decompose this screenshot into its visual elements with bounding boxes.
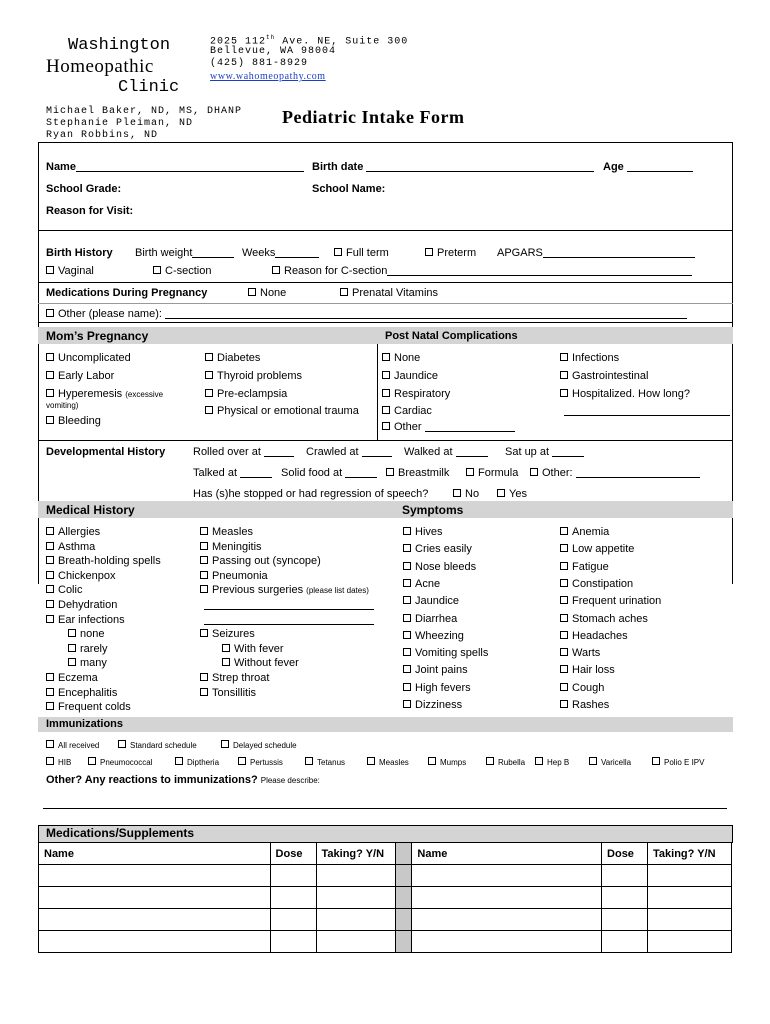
vaccine-option-checkbox[interactable] bbox=[589, 757, 597, 765]
table-cell[interactable] bbox=[270, 865, 316, 887]
mp-diabetes[interactable]: Diabetes bbox=[205, 352, 260, 364]
symptom-item[interactable]: Constipation bbox=[560, 578, 633, 590]
pn-other-checkbox[interactable] bbox=[382, 422, 390, 430]
mh-item-checkbox[interactable] bbox=[46, 673, 54, 681]
pn-hospitalized-checkbox[interactable] bbox=[560, 389, 568, 397]
vaccine-option[interactable]: Polio E IPV bbox=[652, 757, 704, 767]
table-cell[interactable] bbox=[412, 909, 602, 931]
mp-hyperemesis-note: vomiting) bbox=[46, 401, 79, 410]
pn-gastrointestinal[interactable]: Gastrointestinal bbox=[560, 370, 648, 382]
birth-weight-input[interactable] bbox=[192, 247, 234, 258]
imm-other-row: Other? Any reactions to immunizations? Please describe: bbox=[46, 774, 320, 786]
developmental-title: Developmental History bbox=[46, 446, 166, 458]
pn-infections[interactable]: Infections bbox=[560, 352, 619, 364]
symptom-item[interactable]: High fevers bbox=[403, 682, 471, 694]
imm-delayed[interactable]: Delayed schedule bbox=[221, 740, 297, 750]
vaccine-option-checkbox[interactable] bbox=[46, 757, 54, 765]
symptom-item-checkbox[interactable] bbox=[403, 562, 411, 570]
seizure-option[interactable]: With fever bbox=[222, 643, 284, 655]
mp-early-labor-checkbox[interactable] bbox=[46, 371, 54, 379]
clinic-phone: (425) 881-8929 bbox=[210, 58, 309, 69]
mh-item-checkbox[interactable] bbox=[46, 688, 54, 696]
table-cell[interactable] bbox=[648, 887, 732, 909]
reason-for-visit-label: Reason for Visit: bbox=[46, 205, 134, 217]
column-divider bbox=[396, 887, 412, 909]
vaginal-checkbox[interactable] bbox=[46, 266, 54, 274]
breastmilk-option[interactable]: Breastmilk bbox=[386, 467, 449, 479]
table-cell[interactable] bbox=[412, 931, 602, 953]
table-cell[interactable] bbox=[412, 887, 602, 909]
pn-other[interactable]: Other bbox=[382, 421, 515, 433]
symptom-item[interactable]: Hair loss bbox=[560, 664, 615, 676]
apgars-row: APGARS bbox=[497, 247, 695, 259]
symptom-item-checkbox[interactable] bbox=[560, 596, 568, 604]
symptom-item[interactable]: Rashes bbox=[560, 699, 609, 711]
vaccine-option-checkbox[interactable] bbox=[238, 757, 246, 765]
vaccine-option[interactable]: Pneumococcal bbox=[88, 757, 152, 767]
symptom-item-checkbox[interactable] bbox=[403, 631, 411, 639]
pn-respiratory[interactable]: Respiratory bbox=[382, 388, 450, 400]
table-cell[interactable] bbox=[602, 865, 648, 887]
school-name-label: School Name: bbox=[312, 183, 386, 195]
symptom-item-checkbox[interactable] bbox=[560, 665, 568, 673]
mh-item[interactable]: Chickenpox bbox=[46, 570, 115, 582]
walked-row: Walked at bbox=[404, 446, 488, 458]
mh-item[interactable]: Tonsillitis bbox=[200, 687, 256, 699]
csection-option[interactable]: C-section bbox=[153, 265, 211, 277]
mp-thyroid-checkbox[interactable] bbox=[205, 371, 213, 379]
immunizations-title: Immunizations bbox=[46, 718, 124, 730]
table-cell[interactable] bbox=[270, 931, 316, 953]
clinic-name-line2: Homeopathic bbox=[46, 56, 154, 77]
table-cell[interactable] bbox=[316, 931, 396, 953]
symptom-item-checkbox[interactable] bbox=[403, 648, 411, 656]
table-cell[interactable] bbox=[412, 865, 602, 887]
birth-date-row: Birth date bbox=[312, 161, 594, 173]
column-divider bbox=[396, 843, 412, 865]
prenatal-vitamins-checkbox[interactable] bbox=[340, 288, 348, 296]
imm-standard-checkbox[interactable] bbox=[118, 740, 126, 748]
table-cell[interactable] bbox=[270, 909, 316, 931]
regression-question: Has (s)he stopped or had regression of speech? bbox=[193, 488, 429, 500]
reason-csection-input[interactable] bbox=[387, 265, 692, 276]
breastmilk-checkbox[interactable] bbox=[386, 468, 394, 476]
table-cell[interactable] bbox=[602, 887, 648, 909]
regression-no-checkbox[interactable] bbox=[453, 489, 461, 497]
col-dose-2: Dose bbox=[602, 843, 648, 865]
full-term-checkbox[interactable] bbox=[334, 248, 342, 256]
col-taking-1: Taking? Y/N bbox=[316, 843, 396, 865]
mh-item[interactable]: Strep throat bbox=[200, 672, 269, 684]
symptom-item[interactable]: Stomach aches bbox=[560, 613, 648, 625]
vaccine-option-checkbox[interactable] bbox=[486, 757, 494, 765]
vaccine-option[interactable]: Rubella bbox=[486, 757, 525, 767]
imm-describe-line[interactable] bbox=[43, 808, 727, 809]
symptom-item[interactable]: Wheezing bbox=[403, 630, 464, 642]
talked-input[interactable] bbox=[240, 467, 272, 478]
mp-preeclampsia-checkbox[interactable] bbox=[205, 389, 213, 397]
pn-none-checkbox[interactable] bbox=[382, 353, 390, 361]
col-dose-1: Dose bbox=[270, 843, 316, 865]
medical-history-title: Medical History bbox=[46, 503, 135, 517]
imm-all-received[interactable]: All received bbox=[46, 740, 99, 750]
table-row bbox=[39, 931, 732, 953]
table-cell[interactable] bbox=[39, 909, 271, 931]
symptom-item-checkbox[interactable] bbox=[403, 527, 411, 535]
csection-checkbox[interactable] bbox=[153, 266, 161, 274]
table-cell[interactable] bbox=[602, 909, 648, 931]
solid-row: Solid food at bbox=[281, 467, 377, 479]
ear-infection-option[interactable]: none bbox=[68, 628, 104, 640]
table-cell[interactable] bbox=[602, 931, 648, 953]
pn-respiratory-checkbox[interactable] bbox=[382, 389, 390, 397]
mh-item[interactable]: Frequent colds bbox=[46, 701, 131, 713]
vaccine-option[interactable]: Pertussis bbox=[238, 757, 283, 767]
age-row: Age bbox=[603, 161, 693, 173]
age-input[interactable] bbox=[627, 161, 693, 172]
mh-item[interactable]: Passing out (syncope) bbox=[200, 555, 321, 567]
doctor-3: Ryan Robbins, ND bbox=[46, 130, 159, 141]
mp-uncomplicated-checkbox[interactable] bbox=[46, 353, 54, 361]
symptom-item-checkbox[interactable] bbox=[403, 665, 411, 673]
walked-input[interactable] bbox=[456, 446, 488, 457]
mp-preeclampsia[interactable]: Pre-eclampsia bbox=[205, 388, 287, 400]
symptom-item-checkbox[interactable] bbox=[560, 544, 568, 552]
clinic-address-line1: 2025 112th Ave. NE, Suite 300 bbox=[210, 34, 409, 48]
mh-item-checkbox[interactable] bbox=[200, 556, 208, 564]
mh-item[interactable]: Pneumonia bbox=[200, 570, 268, 582]
mh-item-checkbox[interactable] bbox=[200, 688, 208, 696]
regression-yes[interactable]: Yes bbox=[497, 488, 527, 500]
full-term-option[interactable]: Full term bbox=[334, 247, 389, 259]
mh-item-checkbox[interactable] bbox=[46, 702, 54, 710]
mp-trauma[interactable]: Physical or emotional trauma bbox=[205, 405, 359, 417]
preg-meds-title: Medications During Pregnancy bbox=[46, 287, 208, 299]
mp-hyperemesis[interactable]: Hyperemesis (excessive bbox=[46, 388, 163, 400]
symptom-item-checkbox[interactable] bbox=[403, 579, 411, 587]
reason-csection-row: Reason for C-section bbox=[272, 265, 692, 277]
ear-infection-option-checkbox[interactable] bbox=[68, 644, 76, 652]
mh-item[interactable]: Dehydration bbox=[46, 599, 117, 611]
mh-item[interactable]: Ear infections bbox=[46, 614, 125, 626]
solid-input[interactable] bbox=[345, 467, 377, 478]
vaccine-option-checkbox[interactable] bbox=[428, 757, 436, 765]
mh-seizures[interactable]: Seizures bbox=[200, 628, 255, 640]
mh-item[interactable]: Meningitis bbox=[200, 541, 262, 553]
mp-bleeding-checkbox[interactable] bbox=[46, 416, 54, 424]
symptom-item[interactable]: Anemia bbox=[560, 526, 609, 538]
mp-bleeding[interactable]: Bleeding bbox=[46, 415, 101, 427]
mh-item-checkbox[interactable] bbox=[46, 556, 54, 564]
clinic-website-link[interactable]: www.wahomeopathy.com bbox=[210, 71, 326, 82]
pn-none[interactable]: None bbox=[382, 352, 420, 364]
imm-delayed-checkbox[interactable] bbox=[221, 740, 229, 748]
col-name-2: Name bbox=[412, 843, 602, 865]
mh-item[interactable]: Encephalitis bbox=[46, 687, 117, 699]
symptom-item-checkbox[interactable] bbox=[560, 527, 568, 535]
prenatal-vitamins-option[interactable]: Prenatal Vitamins bbox=[340, 287, 438, 299]
symptom-item[interactable]: Diarrhea bbox=[403, 613, 457, 625]
mh-item[interactable]: Eczema bbox=[46, 672, 98, 684]
symptom-item[interactable]: Acne bbox=[403, 578, 440, 590]
table-cell[interactable] bbox=[648, 931, 732, 953]
pn-jaundice[interactable]: Jaundice bbox=[382, 370, 438, 382]
vaccine-option[interactable]: Hep B bbox=[535, 757, 569, 767]
symptom-item-checkbox[interactable] bbox=[560, 700, 568, 708]
vaccine-option-checkbox[interactable] bbox=[652, 757, 660, 765]
symptom-item[interactable]: Warts bbox=[560, 647, 600, 659]
seizure-option-checkbox[interactable] bbox=[222, 644, 230, 652]
form-title: Pediatric Intake Form bbox=[282, 107, 465, 127]
mp-trauma-checkbox[interactable] bbox=[205, 406, 213, 414]
supplements-table bbox=[38, 842, 732, 953]
crawled-row: Crawled at bbox=[306, 446, 392, 458]
vaccine-option-checkbox[interactable] bbox=[175, 757, 183, 765]
symptom-item[interactable]: Frequent urination bbox=[560, 595, 661, 607]
doctor-2: Stephanie Pleiman, ND bbox=[46, 118, 194, 129]
patient-name-input[interactable] bbox=[76, 161, 304, 172]
symptom-item-checkbox[interactable] bbox=[560, 614, 568, 622]
symptoms-title: Symptoms bbox=[402, 503, 464, 517]
vaccine-option-checkbox[interactable] bbox=[535, 757, 543, 765]
symptom-item-checkbox[interactable] bbox=[403, 700, 411, 708]
mh-item[interactable]: Asthma bbox=[46, 541, 95, 553]
moms-pregnancy-title: Mom’s Pregnancy bbox=[46, 329, 149, 343]
table-cell[interactable] bbox=[39, 887, 271, 909]
vaccine-option[interactable]: Mumps bbox=[428, 757, 466, 767]
sat-row: Sat up at bbox=[505, 446, 584, 458]
pn-jaundice-checkbox[interactable] bbox=[382, 371, 390, 379]
sat-input[interactable] bbox=[552, 446, 584, 457]
dev-other-checkbox[interactable] bbox=[530, 468, 538, 476]
mh-item-checkbox[interactable] bbox=[46, 542, 54, 550]
vaccine-option-checkbox[interactable] bbox=[367, 757, 375, 765]
table-cell[interactable] bbox=[316, 909, 396, 931]
vaccine-option[interactable]: Tetanus bbox=[305, 757, 345, 767]
pn-cardiac[interactable]: Cardiac bbox=[382, 405, 432, 417]
preg-meds-none-option[interactable]: None bbox=[248, 287, 286, 299]
symptom-item-checkbox[interactable] bbox=[403, 544, 411, 552]
table-row bbox=[39, 887, 732, 909]
symptom-item-checkbox[interactable] bbox=[560, 579, 568, 587]
symptom-item[interactable]: Dizziness bbox=[403, 699, 462, 711]
table-cell[interactable] bbox=[270, 887, 316, 909]
symptom-item[interactable]: Hives bbox=[403, 526, 443, 538]
seizure-option-checkbox[interactable] bbox=[222, 658, 230, 666]
mh-item[interactable]: Colic bbox=[46, 584, 82, 596]
rolled-input[interactable] bbox=[264, 446, 294, 457]
supplements-title: Medications/Supplements bbox=[46, 826, 195, 840]
col-name-1: Name bbox=[39, 843, 271, 865]
mh-item-checkbox[interactable] bbox=[46, 615, 54, 623]
symptom-item[interactable]: Fatigue bbox=[560, 561, 609, 573]
pn-hospitalized[interactable]: Hospitalized. How long? bbox=[560, 388, 690, 400]
column-divider bbox=[396, 909, 412, 931]
table-cell[interactable] bbox=[648, 909, 732, 931]
write-in-line[interactable] bbox=[204, 609, 374, 610]
birth-weight-row: Birth weight bbox=[135, 247, 234, 259]
mh-item-checkbox[interactable] bbox=[46, 585, 54, 593]
weeks-row: Weeks bbox=[242, 247, 319, 259]
mp-hyperemesis-checkbox[interactable] bbox=[46, 389, 54, 397]
patient-name-row: Name bbox=[46, 161, 304, 173]
mp-thyroid[interactable]: Thyroid problems bbox=[205, 370, 302, 382]
imm-standard[interactable]: Standard schedule bbox=[118, 740, 197, 750]
birth-date-input[interactable] bbox=[366, 161, 594, 172]
vaccine-option[interactable]: Varicella bbox=[589, 757, 631, 767]
symptom-item-checkbox[interactable] bbox=[560, 648, 568, 656]
mp-uncomplicated[interactable]: Uncomplicated bbox=[46, 352, 131, 364]
ear-infection-option-checkbox[interactable] bbox=[68, 658, 76, 666]
preg-meds-other-input[interactable] bbox=[165, 308, 687, 319]
crawled-input[interactable] bbox=[362, 446, 392, 457]
regression-no[interactable]: No bbox=[453, 488, 479, 500]
mp-diabetes-checkbox[interactable] bbox=[205, 353, 213, 361]
weeks-input[interactable] bbox=[275, 247, 319, 258]
mh-seizures-checkbox[interactable] bbox=[200, 629, 208, 637]
mh-item-checkbox[interactable] bbox=[200, 527, 208, 535]
clinic-address-line2: Bellevue, WA 98004 bbox=[210, 46, 337, 57]
symptom-item-checkbox[interactable] bbox=[560, 631, 568, 639]
symptom-item[interactable]: Nose bleeds bbox=[403, 561, 476, 573]
ear-infection-option[interactable]: rarely bbox=[68, 643, 108, 655]
preterm-option[interactable]: Preterm bbox=[425, 247, 476, 259]
dev-other-row: Other: bbox=[530, 467, 700, 479]
reason-csection-checkbox[interactable] bbox=[272, 266, 280, 274]
table-cell[interactable] bbox=[39, 931, 271, 953]
clinic-name-line1: Washington bbox=[68, 36, 171, 55]
mh-item-checkbox[interactable] bbox=[46, 527, 54, 535]
vaginal-option[interactable]: Vaginal bbox=[46, 265, 94, 277]
pn-other-input[interactable] bbox=[425, 421, 515, 432]
column-divider bbox=[396, 865, 412, 887]
ear-infection-option-checkbox[interactable] bbox=[68, 629, 76, 637]
symptom-item-checkbox[interactable] bbox=[403, 683, 411, 691]
vaccine-option[interactable]: Diptheria bbox=[175, 757, 219, 767]
table-row bbox=[39, 909, 732, 931]
symptom-item[interactable]: Jaundice bbox=[403, 595, 459, 607]
vaccine-option-checkbox[interactable] bbox=[88, 757, 96, 765]
mh-item-checkbox[interactable] bbox=[46, 571, 54, 579]
talked-row: Talked at bbox=[193, 467, 272, 479]
symptom-item[interactable]: Cries easily bbox=[403, 543, 472, 555]
symptom-item-checkbox[interactable] bbox=[403, 614, 411, 622]
mp-early-labor[interactable]: Early Labor bbox=[46, 370, 114, 382]
mh-item-checkbox[interactable] bbox=[200, 585, 208, 593]
preg-meds-other-row: Other (please name): bbox=[46, 308, 687, 320]
school-grade-label: School Grade: bbox=[46, 183, 122, 195]
doctor-1: Michael Baker, ND, MS, DHANP bbox=[46, 106, 243, 117]
formula-option[interactable]: Formula bbox=[466, 467, 518, 479]
vaccine-option[interactable]: Measles bbox=[367, 757, 409, 767]
table-cell[interactable] bbox=[316, 865, 396, 887]
formula-checkbox[interactable] bbox=[466, 468, 474, 476]
supplements-header-row bbox=[39, 843, 732, 865]
table-row bbox=[39, 865, 732, 887]
regression-yes-checkbox[interactable] bbox=[497, 489, 505, 497]
mh-item-checkbox[interactable] bbox=[200, 673, 208, 681]
symptom-item-checkbox[interactable] bbox=[560, 562, 568, 570]
symptom-item[interactable]: Joint pains bbox=[403, 664, 468, 676]
mh-item-checkbox[interactable] bbox=[200, 542, 208, 550]
vaccine-option[interactable]: HIB bbox=[46, 757, 71, 767]
mh-item-checkbox[interactable] bbox=[200, 571, 208, 579]
symptom-item[interactable]: Cough bbox=[560, 682, 604, 694]
post-natal-title: Post Natal Complications bbox=[385, 330, 518, 342]
symptom-item[interactable]: Vomiting spells bbox=[403, 647, 488, 659]
birth-history-title: Birth History bbox=[46, 247, 113, 259]
mh-item[interactable]: Previous surgeries (please list dates) bbox=[200, 584, 369, 596]
apgars-input[interactable] bbox=[543, 247, 695, 258]
dev-other-input[interactable] bbox=[576, 467, 700, 478]
preg-meds-none-checkbox[interactable] bbox=[248, 288, 256, 296]
preterm-checkbox[interactable] bbox=[425, 248, 433, 256]
rolled-row: Rolled over at bbox=[193, 446, 294, 458]
ear-infection-option[interactable]: many bbox=[68, 657, 107, 669]
mh-item-checkbox[interactable] bbox=[46, 600, 54, 608]
table-cell[interactable] bbox=[648, 865, 732, 887]
mh-item[interactable]: Breath-holding spells bbox=[46, 555, 161, 567]
seizure-option[interactable]: Without fever bbox=[222, 657, 299, 669]
pn-gastrointestinal-checkbox[interactable] bbox=[560, 371, 568, 379]
pn-cardiac-checkbox[interactable] bbox=[382, 406, 390, 414]
symptom-item-checkbox[interactable] bbox=[403, 596, 411, 604]
col-taking-2: Taking? Y/N bbox=[648, 843, 732, 865]
vaccine-option-checkbox[interactable] bbox=[305, 757, 313, 765]
symptom-item-checkbox[interactable] bbox=[560, 683, 568, 691]
column-divider bbox=[396, 931, 412, 953]
pn-hospitalized-line[interactable] bbox=[564, 415, 730, 416]
mh-item[interactable]: Allergies bbox=[46, 526, 100, 538]
table-cell[interactable] bbox=[316, 887, 396, 909]
write-in-line[interactable] bbox=[204, 624, 374, 625]
clinic-name-line3: Clinic bbox=[118, 78, 180, 97]
table-cell[interactable] bbox=[39, 865, 271, 887]
symptom-item[interactable]: Low appetite bbox=[560, 543, 634, 555]
symptom-item[interactable]: Headaches bbox=[560, 630, 628, 642]
pn-infections-checkbox[interactable] bbox=[560, 353, 568, 361]
mh-item[interactable]: Measles bbox=[200, 526, 253, 538]
imm-all-received-checkbox[interactable] bbox=[46, 740, 54, 748]
preg-meds-other-checkbox[interactable] bbox=[46, 309, 54, 317]
